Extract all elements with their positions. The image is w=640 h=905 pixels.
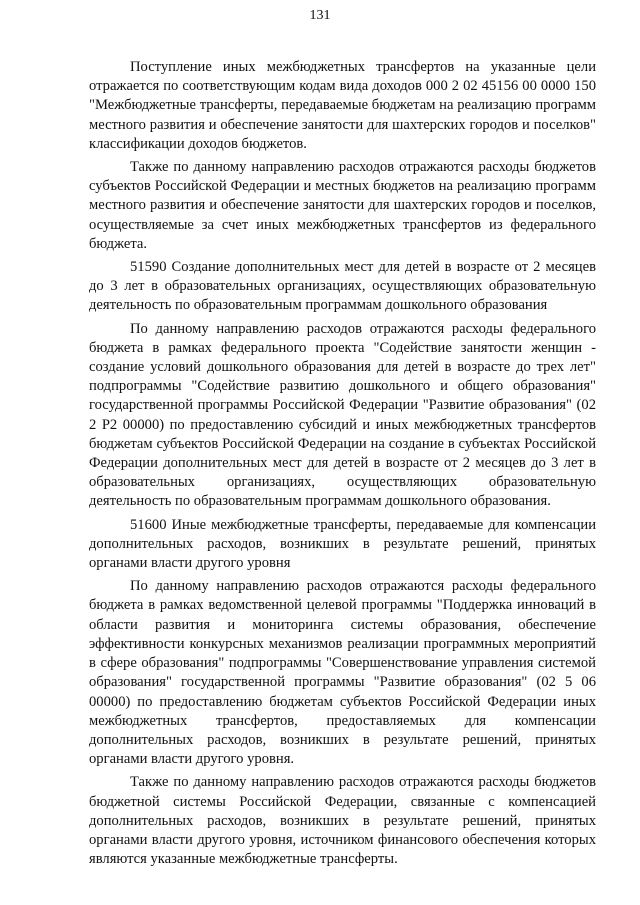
paragraph-departmental-program: По данному направлению расходов отражаются расходы федерального бюджета в рамках ведомственной целевой программы "Поддержка инноваций в области развития и мониторинга системы образования, обеспечение эффективности конкурсных механизмов реализации программных мероприятий в сфере образования" подпрограммы "Совершенствование управления системой образования" государственной программы "Развитие образования" (02 5 06 00000) по предоставлению бюджетам субъектов Российской Федерации иных межбюджетных трансфертов, предоставляемых для компенсации дополнительных расходов, возникших в результате решений, принятых органами власти другого уровня.: [89, 578, 596, 768]
paragraph-federal-project-preschool: По данному направлению расходов отражаются расходы федерального бюджета в рамках федерального проекта "Содействие занятости женщин - создание условий дошкольного образования для детей в возрасте до трех лет" подпрограммы "Содействие развитию дошкольного и общего образования" государственной программы Российской Федерации "Развитие образования" (02 2 P2 00000) по предоставлению субсидий и иных межбюджетных трансфертов бюджетам субъектов Российской Федерации на создание в субъектах Российской Федерации дополнительных мест для детей в возрасте от 2 месяцев до 3 лет в образовательных организациях, осуществляющих образовательную деятельность по образовательным программам дошкольного образования.: [89, 320, 596, 510]
paragraph-regional-local-budgets: Также по данному направлению расходов отражаются расходы бюджетов субъектов Российской Федерации и местных бюджетов на реализацию программ местного развития и обеспечение занятости для шахтерских городов и поселков, осуществляемые за счет иных межбюджетных трансфертов из федерального бюджета.: [89, 159, 596, 252]
document-body: [89, 58, 596, 873]
paragraph-transfer-revenue-codes: Поступление иных межбюджетных трансфертов на указанные цели отражается по соответствующим кодам вида доходов 000 2 02 45156 00 0000 150 "Межбюджетные трансферты, передаваемые бюджетам на реализацию программ местного развития и обеспечение занятости для шахтерских городов и поселков" классификации доходов бюджетов.: [89, 59, 596, 152]
paragraph-compensation-budgets: Также по данному направлению расходов отражаются расходы бюджетов бюджетной системы Российской Федерации, связанные с компенсацией дополнительных расходов, возникших в результате решений, принятых органами власти другого уровня, источником финансового обеспечения которых являются указанные межбюджетные трансферты.: [89, 774, 596, 868]
paragraph-heading-51600: 51600 Иные межбюджетные трансферты, передаваемые для компенсации дополнительных расходов, возникших в результате решений, принятых органами власти другого уровня: [89, 516, 596, 572]
page-number: 131: [309, 8, 331, 23]
paragraph-heading-51590: 51590 Создание дополнительных мест для детей в возрасте от 2 месяцев до 3 лет в образовательных организациях, осуществляющих образовательную деятельность по образовательным программам дошкольного образования: [89, 259, 596, 314]
